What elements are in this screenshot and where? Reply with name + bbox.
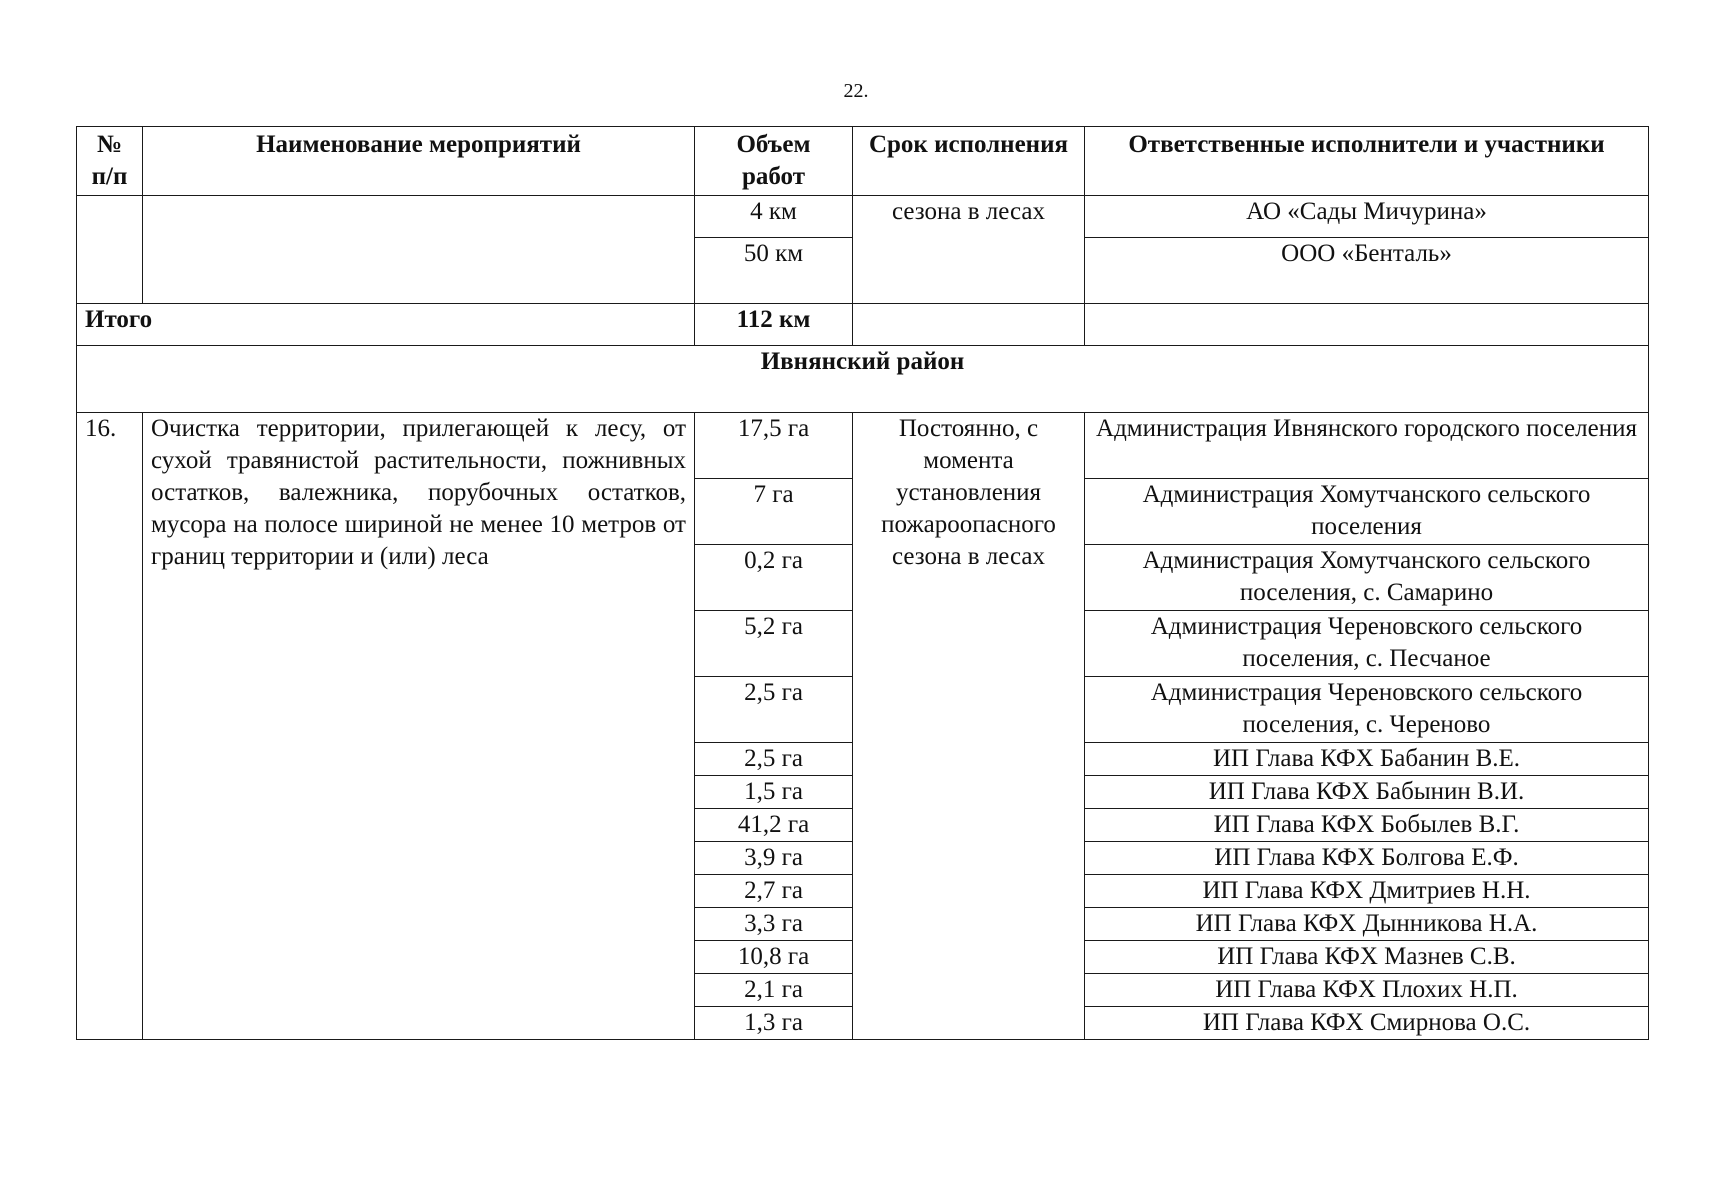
volume-cell: 4 км (695, 196, 853, 238)
total-volume: 112 км (695, 304, 853, 346)
executor-cell: ООО «Бенталь» (1085, 238, 1649, 304)
volume-cell: 3,3 га (695, 908, 853, 941)
executor-cell: Администрация Хомутчанского сельского поселения (1085, 479, 1649, 545)
executor-cell: ИП Глава КФХ Болгова Е.Ф. (1085, 842, 1649, 875)
executor-cell: Администрация Череновского сельского поселения, с. Песчаное (1085, 611, 1649, 677)
total-row (77, 304, 1649, 346)
executor-cell: Администрация Ивнянского городского поселения (1085, 413, 1649, 479)
volume-cell: 0,2 га (695, 545, 853, 611)
executor-cell: Администрация Череновского сельского поселения, с. Череново (1085, 677, 1649, 743)
name-cell (143, 196, 695, 304)
executor-cell (1085, 304, 1649, 346)
volume-cell: 2,5 га (695, 677, 853, 743)
table-row (77, 413, 1649, 479)
volume-cell: 1,5 га (695, 776, 853, 809)
executor-cell: ИП Глава КФХ Бабынин В.И. (1085, 776, 1649, 809)
volume-cell: 1,3 га (695, 1007, 853, 1040)
executor-cell: ИП Глава КФХ Смирнова О.С. (1085, 1007, 1649, 1040)
executor-cell: ИП Глава КФХ Бобылев В.Г. (1085, 809, 1649, 842)
col-header-number: № п/п (77, 127, 143, 196)
volume-cell: 2,1 га (695, 974, 853, 1007)
col-header-volume: Объем работ (695, 127, 853, 196)
volume-cell: 2,7 га (695, 875, 853, 908)
item-term: Постоянно, с момента установления пожароопасного сезона в лесах (853, 413, 1085, 1040)
executor-cell: ИП Глава КФХ Дынникова Н.А. (1085, 908, 1649, 941)
col-header-executors: Ответственные исполнители и участники (1085, 127, 1649, 196)
col-header-name: Наименование мероприятий (143, 127, 695, 196)
executor-cell: ИП Глава КФХ Мазнев С.В. (1085, 941, 1649, 974)
item-name: Очистка территории, прилегающей к лесу, от сухой травянистой растительности, пожнивных остатков, валежника, порубочных остатков, мусора на полосе шириной не менее 10 метров от границ территории и (или) леса (143, 413, 695, 1040)
item-number: 16. (77, 413, 143, 1040)
executor-cell: Администрация Хомутчанского сельского поселения, с. Самарино (1085, 545, 1649, 611)
activities-table (76, 126, 1649, 1040)
section-row (77, 346, 1649, 413)
volume-cell: 10,8 га (695, 941, 853, 974)
volume-cell: 50 км (695, 238, 853, 304)
number-cell (77, 196, 143, 304)
executor-cell: ИП Глава КФХ Дмитриев Н.Н. (1085, 875, 1649, 908)
table-row (77, 196, 1649, 238)
volume-cell: 7 га (695, 479, 853, 545)
table-header-row (77, 127, 1649, 196)
executor-cell: АО «Сады Мичурина» (1085, 196, 1649, 238)
col-header-term: Срок исполнения (853, 127, 1085, 196)
executor-cell: ИП Глава КФХ Бабанин В.Е. (1085, 743, 1649, 776)
volume-cell: 2,5 га (695, 743, 853, 776)
term-cell: сезона в лесах (853, 196, 1085, 304)
term-cell (853, 304, 1085, 346)
volume-cell: 41,2 га (695, 809, 853, 842)
volume-cell: 5,2 га (695, 611, 853, 677)
total-label: Итого (77, 304, 695, 346)
volume-cell: 17,5 га (695, 413, 853, 479)
page-number: 22. (843, 80, 869, 102)
executor-cell: ИП Глава КФХ Плохих Н.П. (1085, 974, 1649, 1007)
section-title: Ивнянский район (77, 346, 1649, 413)
volume-cell: 3,9 га (695, 842, 853, 875)
